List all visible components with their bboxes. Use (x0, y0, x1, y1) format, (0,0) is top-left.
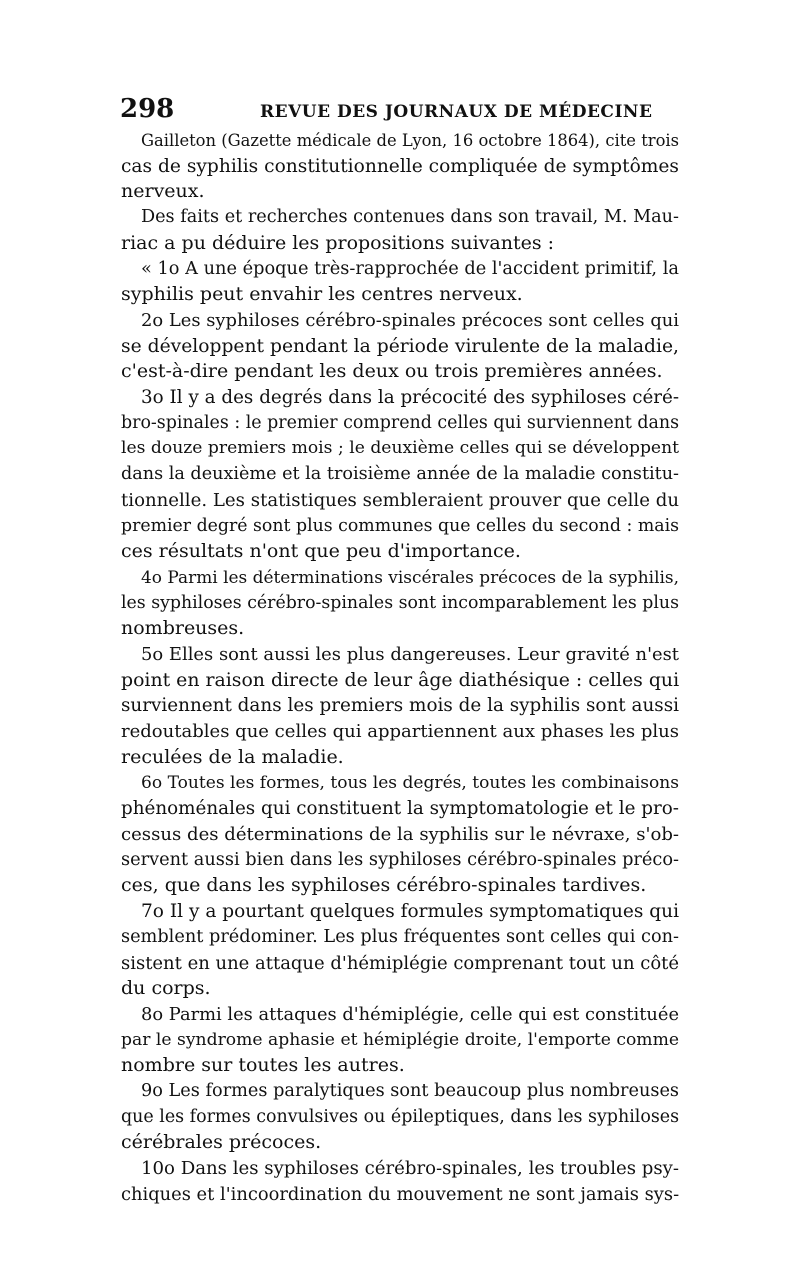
text-line: chiques et l'incoordination du mouvement ne sont jamais sys- (121, 1183, 680, 1205)
text-line: les douze premiers mois ; le deuxième celles qui se développent (121, 438, 679, 459)
text-line: les syphiloses cérébro-spinales sont incomparablement les plus (121, 592, 679, 613)
paragraph (121, 257, 679, 308)
text-line: 6o Toutes les formes, tous les degrés, toutes les combinaisons (141, 772, 679, 793)
text-line: 3o Il y a des degrés dans la précocité des syphiloses céré- (141, 387, 679, 409)
text-line: tionnelle. Les statistiques sembleraient prouver que celle du (121, 489, 679, 511)
paragraph (121, 128, 679, 205)
text-line: sistent en une attaque d'hémiplégie comprenant tout un côté (121, 952, 679, 974)
text-line: riac a pu déduire les propositions suivantes : (121, 231, 555, 254)
paragraph (121, 308, 679, 385)
text-line: cérébrales précoces. (121, 1131, 322, 1154)
text-line: 8o Parmi les attaques d'hémiplégie, celle qui est constituée (141, 1003, 679, 1025)
text-line: 2o Les syphiloses cérébro-spinales précoces sont celles qui (141, 309, 679, 331)
text-line: c'est-à-dire pendant les deux ou trois premières années. (121, 360, 663, 383)
paragraph (121, 565, 679, 642)
text-line: reculées de la maladie. (121, 745, 344, 768)
text-line: cessus des déterminations de la syphilis sur le névraxe, s'ob- (121, 823, 679, 845)
text-line: point en raison directe de leur âge diathésique : celles qui (121, 668, 680, 691)
text-line: se développent pendant la période virulente de la maladie, (121, 335, 679, 357)
text-line: du corps. (121, 977, 211, 1000)
text-line: que les formes convulsives ou épileptiques, dans les syphiloses (121, 1106, 680, 1127)
text-line: nombre sur toutes les autres. (121, 1054, 405, 1077)
text-line: syphilis peut envahir les centres nerveux. (121, 283, 523, 306)
text-line: 7o Il y a pourtant quelques formules symptomatiques qui (141, 901, 679, 923)
text-line: par le syndrome aphasie et hémiplégie droite, l'emporte comme (121, 1029, 679, 1050)
text-line: redoutables que celles qui appartiennent aux phases les plus (121, 721, 680, 743)
text-line: 5o Elles sont aussi les plus dangereuses. Leur gravité n'est (141, 644, 679, 666)
text-line: Des faits et recherches contenues dans son travail, M. Mau- (141, 207, 679, 228)
text-line: bro-spinales : le premier comprend celles qui surviennent dans (121, 412, 679, 433)
text-line: nombreuses. (121, 617, 245, 640)
text-line: dans la deuxième et la troisième année de la maladie constitu- (121, 464, 679, 485)
text-line: Gailleton (Gazette médicale de Lyon, 16 octobre 1864), cite trois (141, 131, 679, 150)
text-line: ces, que dans les syphiloses cérébro-spinales tardives. (121, 874, 647, 897)
text-line: premier degré sont plus communes que celles du second : mais (121, 515, 679, 536)
text-line: servent aussi bien dans les syphiloses cérébro-spinales préco- (121, 849, 679, 870)
text-line: surviennent dans les premiers mois de la syphilis sont aussi (121, 695, 679, 717)
text-line: nerveux. (121, 180, 205, 203)
text-line: 9o Les formes paralytiques sont beaucoup plus nombreuses (141, 1081, 679, 1102)
page-number: 298 (120, 94, 175, 124)
text-line: semblent prédominer. Les plus fréquentes sont celles qui con- (121, 926, 679, 947)
paragraph (121, 1002, 679, 1079)
text-line: 10o Dans les syphiloses cérébro-spinales, les troubles psy- (141, 1158, 680, 1180)
paragraph (121, 899, 679, 1002)
text-line: 4o Parmi les déterminations viscérales précoces de la syphilis, (141, 566, 679, 587)
paragraph (121, 205, 679, 256)
paragraph (121, 642, 679, 771)
paragraph (121, 385, 679, 565)
body-text (121, 128, 679, 1208)
text-line: ces résultats n'ont que peu d'importance. (121, 540, 521, 563)
text-line: cas de syphilis constitutionnelle compliquée de symptômes (121, 155, 679, 177)
paragraph (121, 1156, 679, 1207)
text-line: « 1o A une époque très-rapprochée de l'accident primitif, la (141, 258, 679, 279)
running-head: REVUE DES JOURNAUX DE MÉDECINE (260, 102, 653, 122)
paragraph (121, 1079, 679, 1156)
paragraph (121, 771, 679, 900)
text-line: phénoménales qui constituent la symptomatologie et le pro- (121, 798, 679, 820)
